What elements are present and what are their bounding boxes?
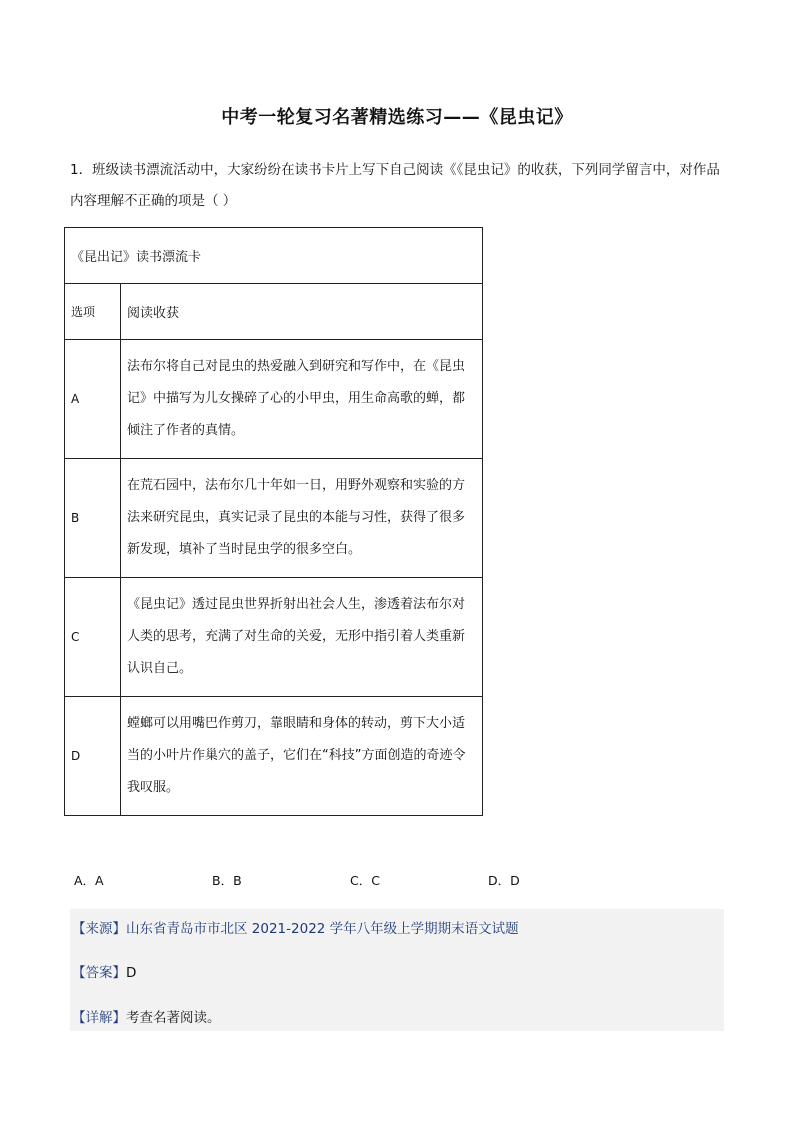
table-row <box>65 459 483 578</box>
option-letter: C <box>65 578 121 697</box>
table-row <box>65 697 483 816</box>
answer-choice-c[interactable]: C．C <box>350 873 380 888</box>
detail-text: 考查名著阅读。 <box>126 1010 221 1026</box>
table-row <box>65 578 483 697</box>
table-row <box>65 340 483 459</box>
detail-label: 【详解】 <box>72 1010 126 1026</box>
question-text: 1．班级读书漂流活动中，大家纷纷在读书卡片上写下自己阅读《《昆虫记》的收获，下列同学留言中，对作品内容理解不正确的项是（ ） <box>70 162 720 209</box>
option-text: 法布尔将自己对昆虫的热爱融入到研究和写作中，在《昆虫记》中描写为儿女操碎了心的小甲虫，用生命高歌的蝉，都倾注了作者的真情。 <box>121 340 483 459</box>
answer-choice-d[interactable]: D．D <box>488 873 520 888</box>
option-letter: D <box>65 697 121 816</box>
reading-card-table <box>64 227 483 816</box>
answer-choices <box>74 871 674 891</box>
source-label: 【来源】 <box>72 921 126 937</box>
option-letter: A <box>65 340 121 459</box>
answer-choice-b[interactable]: B．B <box>212 873 242 888</box>
answer-row <box>72 961 136 981</box>
detail-row <box>72 1006 221 1026</box>
answer-label: 【答案】 <box>72 965 126 981</box>
answer-choice-a[interactable]: A．A <box>74 873 104 888</box>
answer-info-box <box>70 909 724 1031</box>
option-text: 螳螂可以用嘴巴作剪刀，靠眼睛和身体的转动，剪下大小适当的小叶片作巢穴的盖子，它们在“科技”方面创造的奇迹令我叹服。 <box>121 697 483 816</box>
answer-text: D <box>126 965 137 981</box>
option-text: 在荒石园中，法布尔几十年如一日，用野外观察和实验的方法来研究昆虫，真实记录了昆虫的本能与习性，获得了很多新发现，填补了当时昆虫学的很多空白。 <box>121 459 483 578</box>
column-header-content: 阅读收获 <box>121 284 483 340</box>
source-text: 山东省青岛市市北区 2021-2022 学年八年级上学期期末语文试题 <box>126 921 519 937</box>
column-header-option: 选项 <box>65 284 121 340</box>
option-letter: B <box>65 459 121 578</box>
page-title: 中考一轮复习名著精选练习——《昆虫记》 <box>221 107 573 128</box>
source-row <box>72 917 519 937</box>
option-text: 《昆虫记》透过昆虫世界折射出社会人生，渗透着法布尔对人类的思考，充满了对生命的关爱，无形中指引着人类重新认识自己。 <box>121 578 483 697</box>
card-header: 《昆出记》读书漂流卡 <box>65 228 483 284</box>
